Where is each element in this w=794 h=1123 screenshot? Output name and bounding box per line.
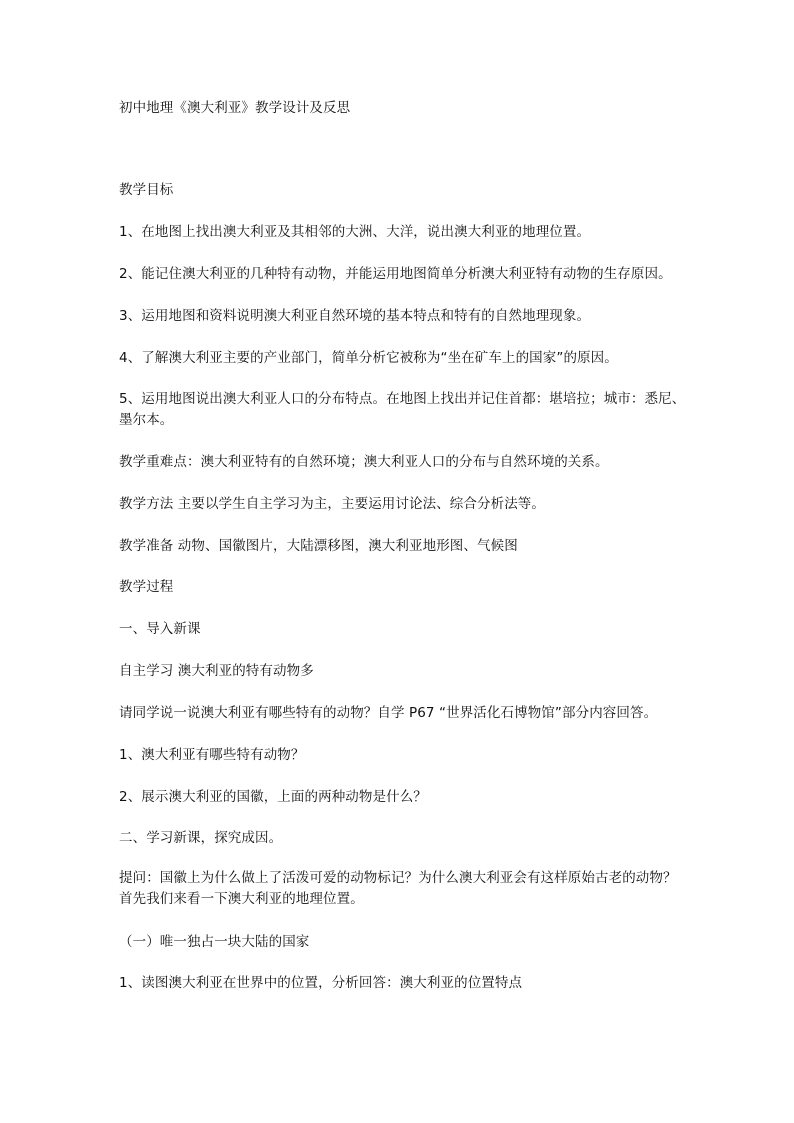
task-item: 1、读图澳大利亚在世界中的位置，分析回答：澳大利亚的位置特点 xyxy=(119,975,523,991)
self-study-heading: 自主学习 澳大利亚的特有动物多 xyxy=(119,663,314,679)
subsection-heading: （一）唯一独占一块大陆的国家 xyxy=(119,934,310,950)
study-prompt: 请同学说一说澳大利亚有哪些特有的动物？自学 P67 “世界活化石博物馆”部分内容回答。 xyxy=(119,705,658,721)
discussion-question: 提问：国徽上为什么做上了活泼可爱的动物标记？为什么澳大利亚会有这样原始古老的动物？首先我们来看一下澳大利亚的地理位置。 xyxy=(119,870,677,907)
objective-item: 5、运用地图说出澳大利亚人口的分布特点。在地图上找出并记住首都：堪培拉；城市：悉尼、墨尔本。 xyxy=(119,391,686,428)
section-heading: 一、导入新课 xyxy=(119,621,201,637)
teaching-preparation: 教学准备 动物、国徽图片，大陆漂移图，澳大利亚地形图、气候图 xyxy=(119,538,518,554)
question-item: 2、展示澳大利亚的国徽，上面的两种动物是什么？ xyxy=(119,789,427,805)
document-title: 初中地理《澳大利亚》教学设计及反思 xyxy=(119,100,351,116)
process-heading: 教学过程 xyxy=(119,579,174,595)
objective-item: 2、能记住澳大利亚的几种特有动物，并能运用地图简单分析澳大利亚特有动物的生存原因。 xyxy=(119,266,672,282)
objective-item: 3、运用地图和资料说明澳大利亚自然环境的基本特点和特有的自然地理现象。 xyxy=(119,308,591,324)
section-heading: 二、学习新课，探究成因。 xyxy=(119,830,283,846)
objective-item: 1、在地图上找出澳大利亚及其相邻的大洲、大洋，说出澳大利亚的地理位置。 xyxy=(119,224,591,240)
objectives-heading: 教学目标 xyxy=(119,182,174,198)
objective-item: 4、了解澳大利亚主要的产业部门，简单分析它被称为“坐在矿车上的国家”的原因。 xyxy=(119,350,618,366)
teaching-methods: 教学方法 主要以学生自主学习为主，主要运用讨论法、综合分析法等。 xyxy=(119,496,545,512)
question-item: 1、澳大利亚有哪些特有动物？ xyxy=(119,747,305,763)
key-points: 教学重难点：澳大利亚特有的自然环境；澳大利亚人口的分布与自然环境的关系。 xyxy=(119,454,609,470)
